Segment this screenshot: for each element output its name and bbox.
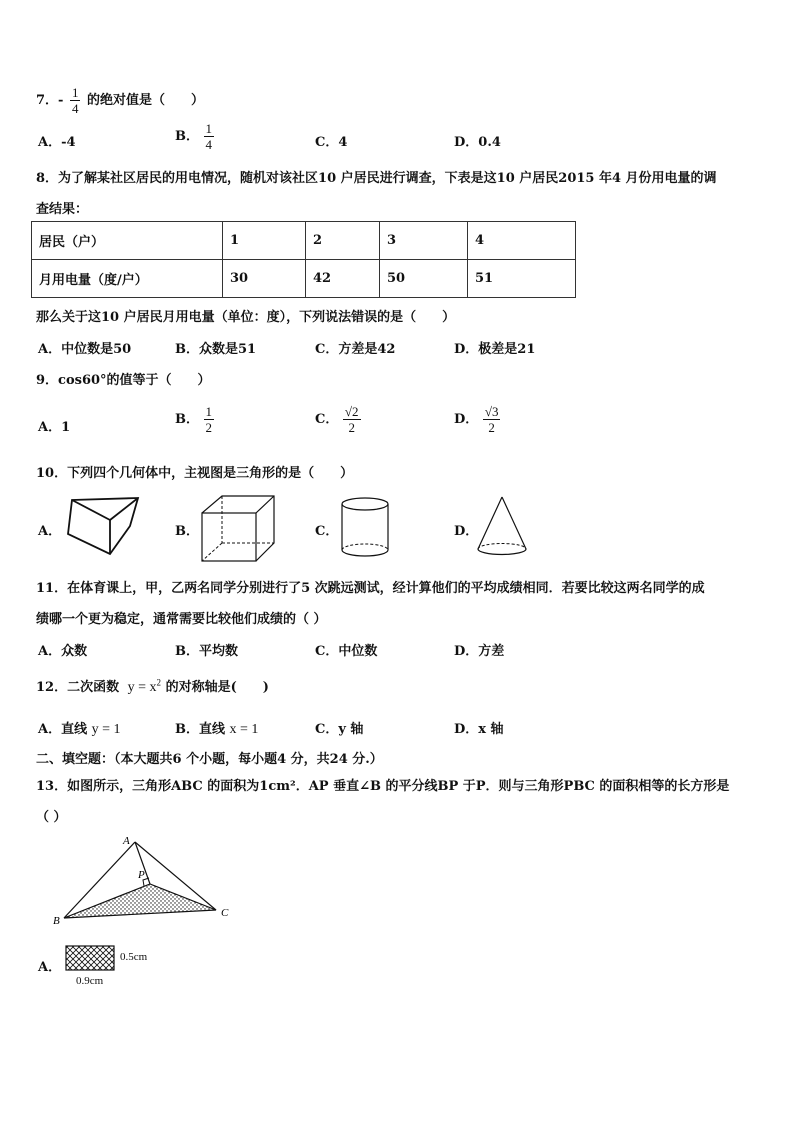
q12-option-a-eq: y = 1 — [91, 722, 121, 737]
q8-option-d[interactable]: D．极差是21 — [454, 342, 536, 357]
vertex-label-b: B — [53, 915, 60, 927]
q9-option-d-num: √3 — [484, 404, 499, 419]
q12-option-d[interactable]: D．x 轴 — [454, 722, 504, 737]
cone-figure[interactable] — [474, 494, 534, 558]
q7-option-b-den: 4 — [205, 137, 213, 152]
q9-option-b-fraction — [204, 404, 215, 435]
q9-option-a[interactable]: A．1 — [38, 420, 71, 435]
q7-option-d[interactable]: D．0.4 — [454, 135, 501, 150]
q11-option-c[interactable]: C．中位数 — [315, 644, 378, 659]
q10-option-c-label[interactable]: C． — [315, 524, 339, 539]
table-row — [32, 222, 576, 260]
q7-fraction — [70, 85, 81, 116]
table-cell: 2 — [306, 222, 380, 260]
rect-height-label: 0.5cm — [120, 951, 148, 963]
q9-option-c-den: 2 — [343, 419, 361, 435]
vertex-label-a: A — [123, 835, 130, 847]
q8-option-c[interactable]: C．方差是42 — [315, 342, 396, 357]
q13-stem-line2: （ ） — [36, 810, 67, 825]
cylinder-figure[interactable] — [338, 494, 394, 560]
triangular-prism-figure[interactable] — [60, 492, 150, 562]
table-cell: 居民（户） — [32, 222, 223, 260]
q9-option-d[interactable] — [454, 404, 500, 435]
q9-option-c-num: √2 — [344, 404, 359, 419]
q12-option-b[interactable] — [175, 718, 258, 738]
q10-option-d-label[interactable]: D． — [454, 524, 479, 539]
q9-option-d-den: 2 — [483, 419, 501, 435]
table-row — [32, 260, 576, 298]
table-cell: 50 — [380, 260, 468, 298]
cube-figure[interactable] — [198, 493, 280, 565]
table-cell: 月用电量（度/户） — [32, 260, 223, 298]
q9-option-b-den: 2 — [205, 420, 213, 435]
q7-option-c[interactable]: C．4 — [315, 135, 348, 150]
q10-option-a-label[interactable]: A． — [38, 524, 62, 539]
table-cell: 1 — [223, 222, 306, 260]
q8-option-b[interactable]: B．众数是51 — [175, 342, 257, 357]
hatched-rectangle-figure[interactable] — [64, 944, 116, 974]
q12-function: y = x — [127, 680, 157, 695]
q9-option-d-fraction — [483, 404, 501, 435]
q7-option-b[interactable] — [175, 121, 214, 152]
q13-stem-line1: 13．如图所示，三角形ABC 的面积为1cm²．AP 垂直∠B 的平分线BP 于P．则与三角形PBC 的面积相等的长方形是 — [36, 779, 730, 794]
q10-option-b-label[interactable]: B． — [175, 524, 199, 539]
q11-stem-line2: 绩哪一个更为稳定，通常需要比较他们成绩的（ ） — [36, 612, 327, 627]
q9-option-b-label: B． — [175, 412, 199, 427]
q12-option-b-label: B．直线 — [175, 722, 225, 737]
q7-prefix: 7．- — [36, 93, 64, 108]
q12-stem-suffix: 的对称轴是( ) — [165, 680, 269, 695]
q8-option-a[interactable]: A．中位数是50 — [38, 342, 132, 357]
q7-suffix: 的绝对值是（ ） — [87, 93, 205, 108]
q7-stem — [36, 85, 204, 116]
q10-stem: 10．下列四个几何体中，主视图是三角形的是（ ） — [36, 466, 354, 481]
q9-option-b-num: 1 — [205, 404, 213, 419]
q12-stem-prefix: 12．二次函数 — [36, 680, 120, 695]
table-cell: 3 — [380, 222, 468, 260]
q8-data-table — [31, 221, 576, 298]
table-cell: 42 — [306, 260, 380, 298]
q11-option-b[interactable]: B．平均数 — [175, 644, 238, 659]
q12-option-a-label: A．直线 — [38, 722, 88, 737]
q7-option-a[interactable]: A．-4 — [38, 135, 76, 150]
q12-option-c[interactable]: C．y 轴 — [315, 722, 364, 737]
table-cell: 4 — [468, 222, 576, 260]
rect-width-label: 0.9cm — [76, 975, 104, 987]
vertex-label-c: C — [221, 907, 229, 919]
q12-option-a[interactable] — [38, 718, 121, 738]
q7-option-b-label: B． — [175, 129, 199, 144]
q12-exponent: 2 — [156, 677, 162, 688]
q11-stem-line1: 11．在体育课上，甲，乙两名同学分别进行了5 次跳远测试，经计算他们的平均成绩相同．若要比较这两名同学的成 — [36, 581, 705, 596]
q7-option-b-fraction — [204, 121, 215, 152]
q9-option-c[interactable] — [315, 404, 361, 435]
q13-option-a-label[interactable]: A． — [38, 960, 62, 975]
q7-frac-num: 1 — [71, 85, 79, 100]
table-cell: 30 — [223, 260, 306, 298]
q9-option-d-label: D． — [454, 412, 479, 427]
q7-frac-den: 4 — [71, 101, 79, 116]
q9-option-b[interactable] — [175, 404, 214, 435]
q9-option-c-fraction — [343, 404, 361, 435]
triangle-abc-figure — [48, 832, 248, 932]
q8-question: 那么关于这10 户居民月用电量（单位：度），下列说法错误的是（ ） — [36, 310, 456, 325]
section-heading: 二、填空题：（本大题共6 个小题，每小题4 分，共24 分.） — [36, 752, 383, 767]
q11-option-a[interactable]: A．众数 — [38, 644, 88, 659]
q12-option-b-eq: x = 1 — [229, 722, 259, 737]
q8-stem-line2: 查结果： — [36, 202, 89, 217]
q11-option-d[interactable]: D．方差 — [454, 644, 505, 659]
q9-option-c-label: C． — [315, 412, 339, 427]
q9-stem: 9．cos60°的值等于（ ） — [36, 373, 211, 388]
q8-stem-line1: 8．为了解某社区居民的用电情况，随机对该社区10 户居民进行调查，下表是这10 户居民2015 年4 月份用电量的调 — [36, 171, 717, 186]
point-label-p: P — [138, 869, 145, 881]
q7-option-b-num: 1 — [205, 121, 213, 136]
q12-stem — [36, 676, 269, 696]
table-cell: 51 — [468, 260, 576, 298]
